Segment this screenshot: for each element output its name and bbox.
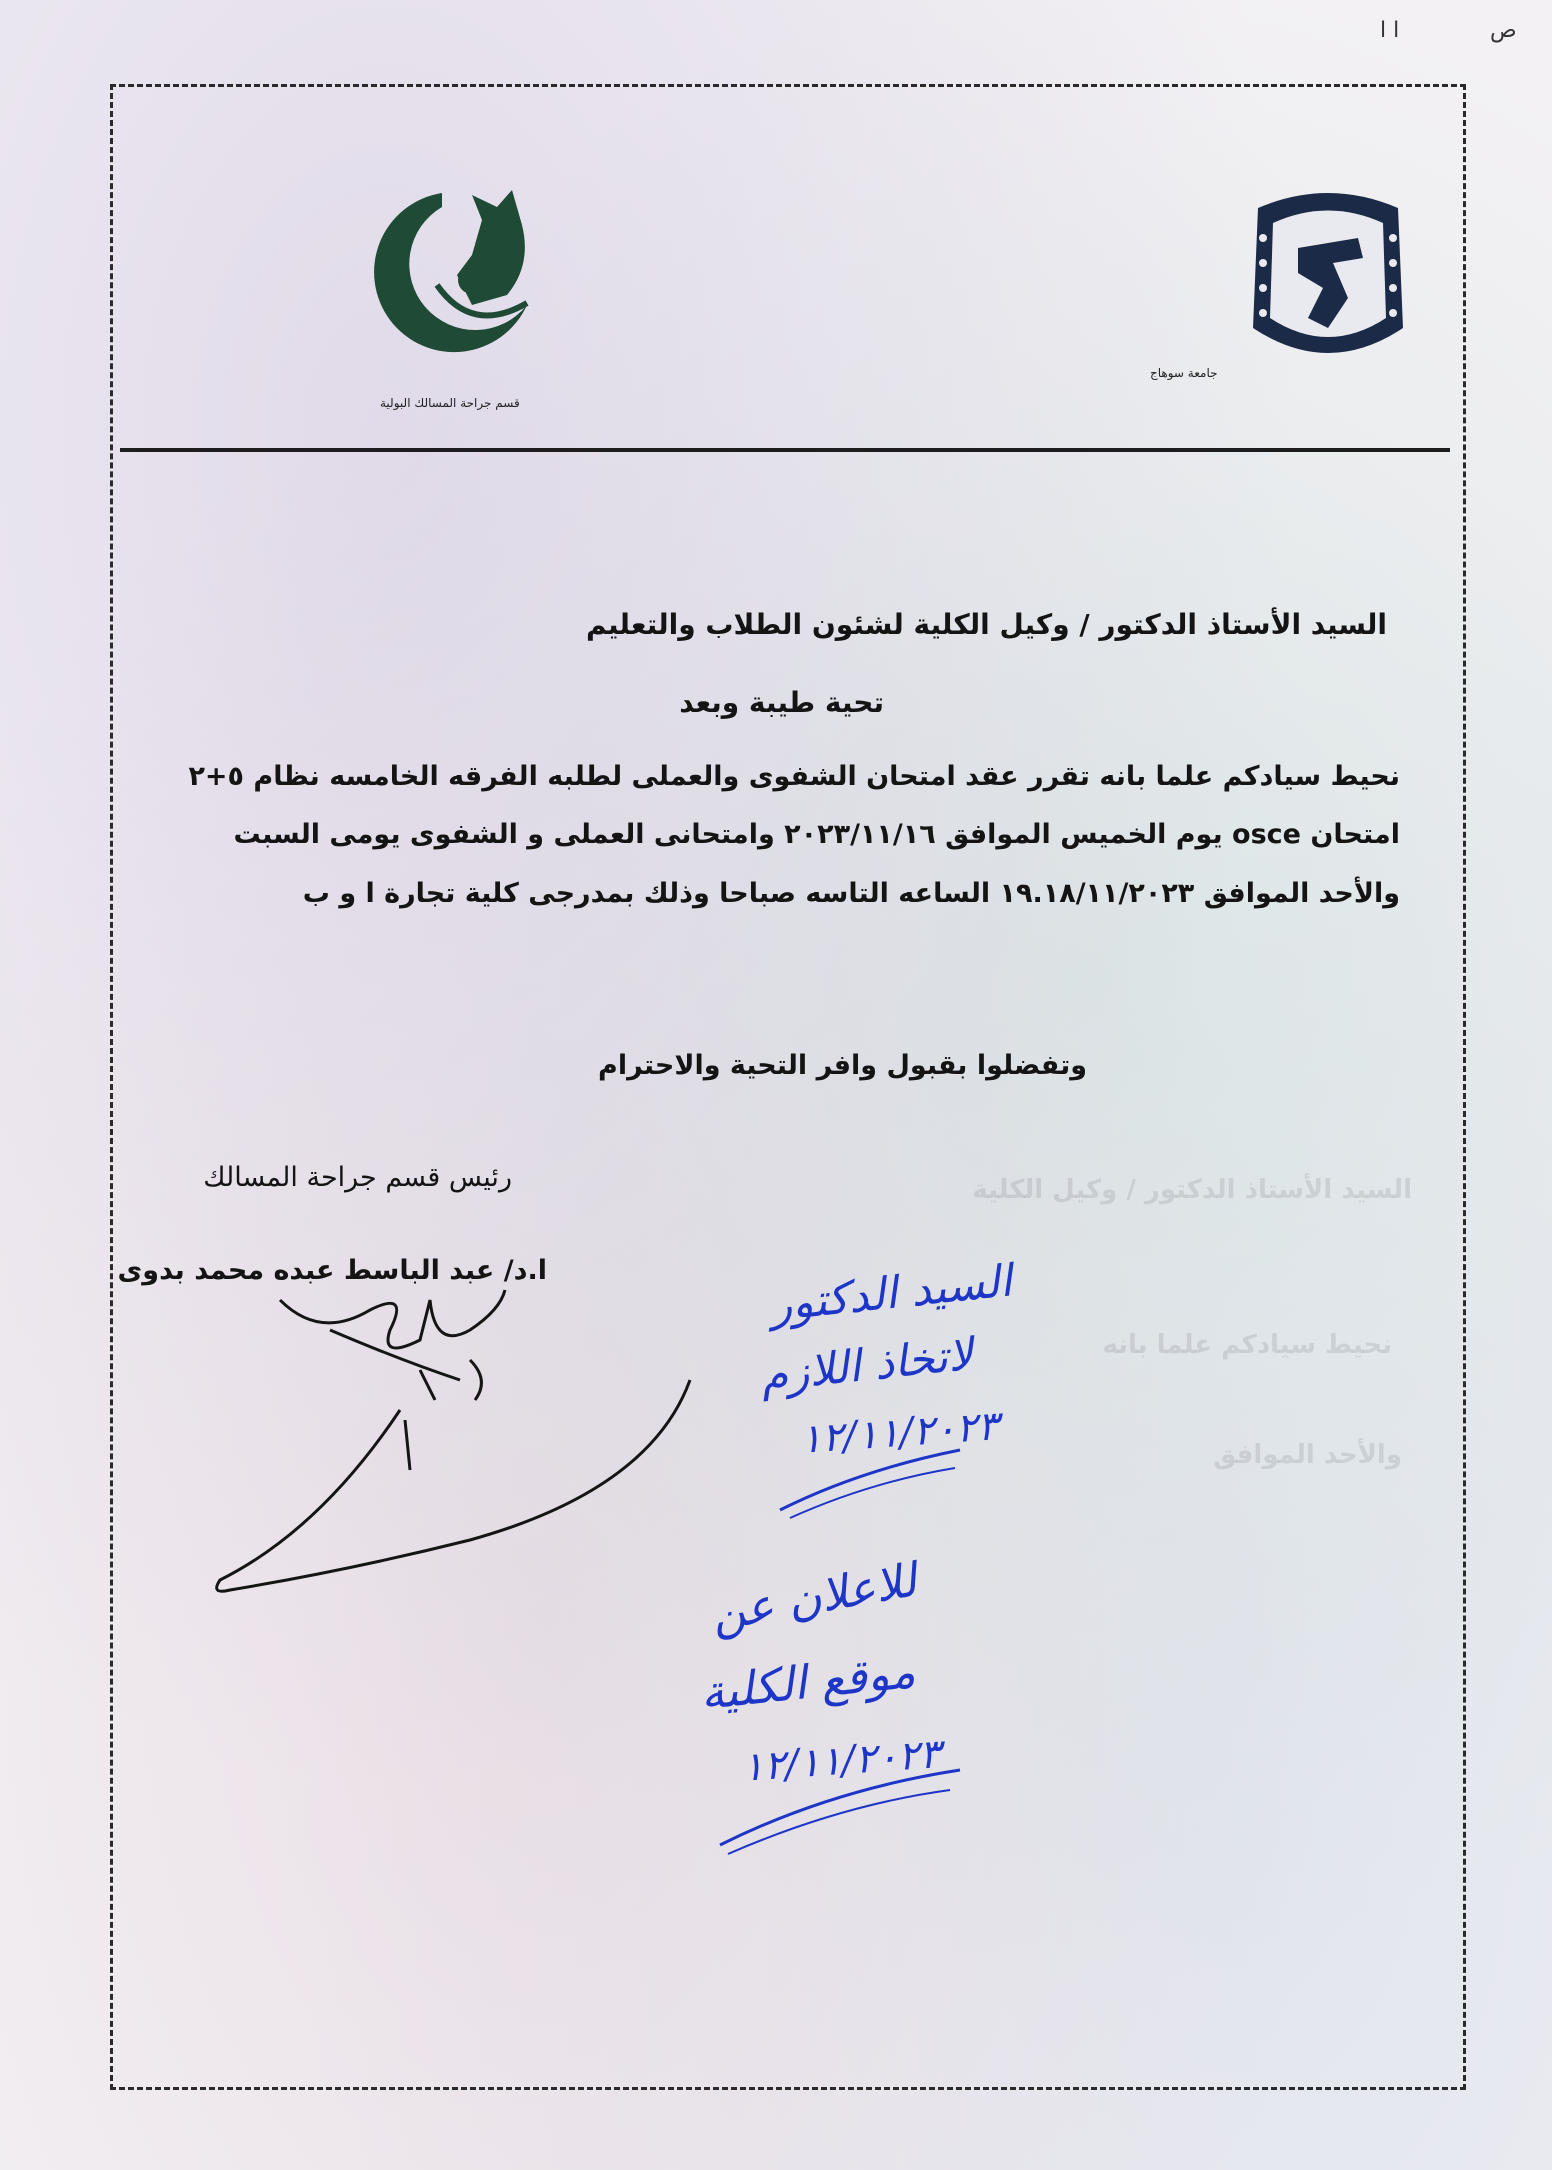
signatory-title: رئيس قسم جراحة المسالك: [203, 1162, 512, 1193]
handwritten-note-2-underline: [710, 1750, 970, 1870]
show-through-text: نحيط سيادكم علما بانه: [1102, 1330, 1392, 1360]
faculty-of-medicine-logo: [322, 185, 562, 355]
handwritten-note-2-date: ١٢/١١/٢٠٢٣: [740, 1731, 943, 1791]
show-through-text: والأحد الموافق: [1212, 1440, 1402, 1470]
addressee-line: السيد الأستاذ الدكتور / وكيل الكلية لشئون الطلاب والتعليم: [586, 608, 1387, 641]
corner-scan-mark: ص: [1490, 18, 1517, 43]
show-through-text: السيد الأستاذ الدكتور / وكيل الكلية: [972, 1175, 1412, 1205]
handwritten-note-1-underline: [770, 1420, 970, 1530]
closing-line: وتفضلوا بقبول وافر التحية والاحترام: [598, 1050, 1087, 1081]
corner-scan-mark-2: ا ا: [1380, 18, 1400, 43]
header-divider: [120, 448, 1450, 452]
handwritten-note-2-line-1: للاعلان عن: [706, 1552, 921, 1642]
handwritten-note-2-line-2: موقع الكلية: [697, 1643, 918, 1721]
greeting-line: تحية طيبة وبعد: [679, 686, 884, 719]
body-line-1: نحيط سيادكم علما بانه تقرر عقد امتحان الشفوى والعملى لطلبه الفرقه الخامسه نظام ٥+٢: [188, 761, 1400, 792]
handwritten-note-1-line-2: لاتخاذ اللازم: [757, 1329, 976, 1402]
signatory-name: ا.د/ عبد الباسط عبده محمد بدوى: [117, 1255, 547, 1286]
university-caption: جامعة سوهاج: [1150, 366, 1218, 380]
sohag-university-seal: [1238, 178, 1418, 378]
body-line-3: والأحد الموافق ١٩.١٨/١١/٢٠٢٣ الساعه التاسه صباحا وذلك بمدرجى كلية تجارة ا و ب: [302, 878, 1400, 909]
department-caption: قسم جراحة المسالك البولية: [380, 396, 520, 410]
handwritten-note-1-line-1: السيد الدكتور: [767, 1255, 1015, 1332]
body-line-2: امتحان osce يوم الخميس الموافق ٢٠٢٣/١١/١٦ وامتحانى العملى و الشفوى يومى السبت: [233, 819, 1400, 850]
signature-scribble: [170, 1270, 710, 1630]
handwritten-note-1-date: ١٢/١١/٢٠٢٣: [798, 1403, 1001, 1463]
